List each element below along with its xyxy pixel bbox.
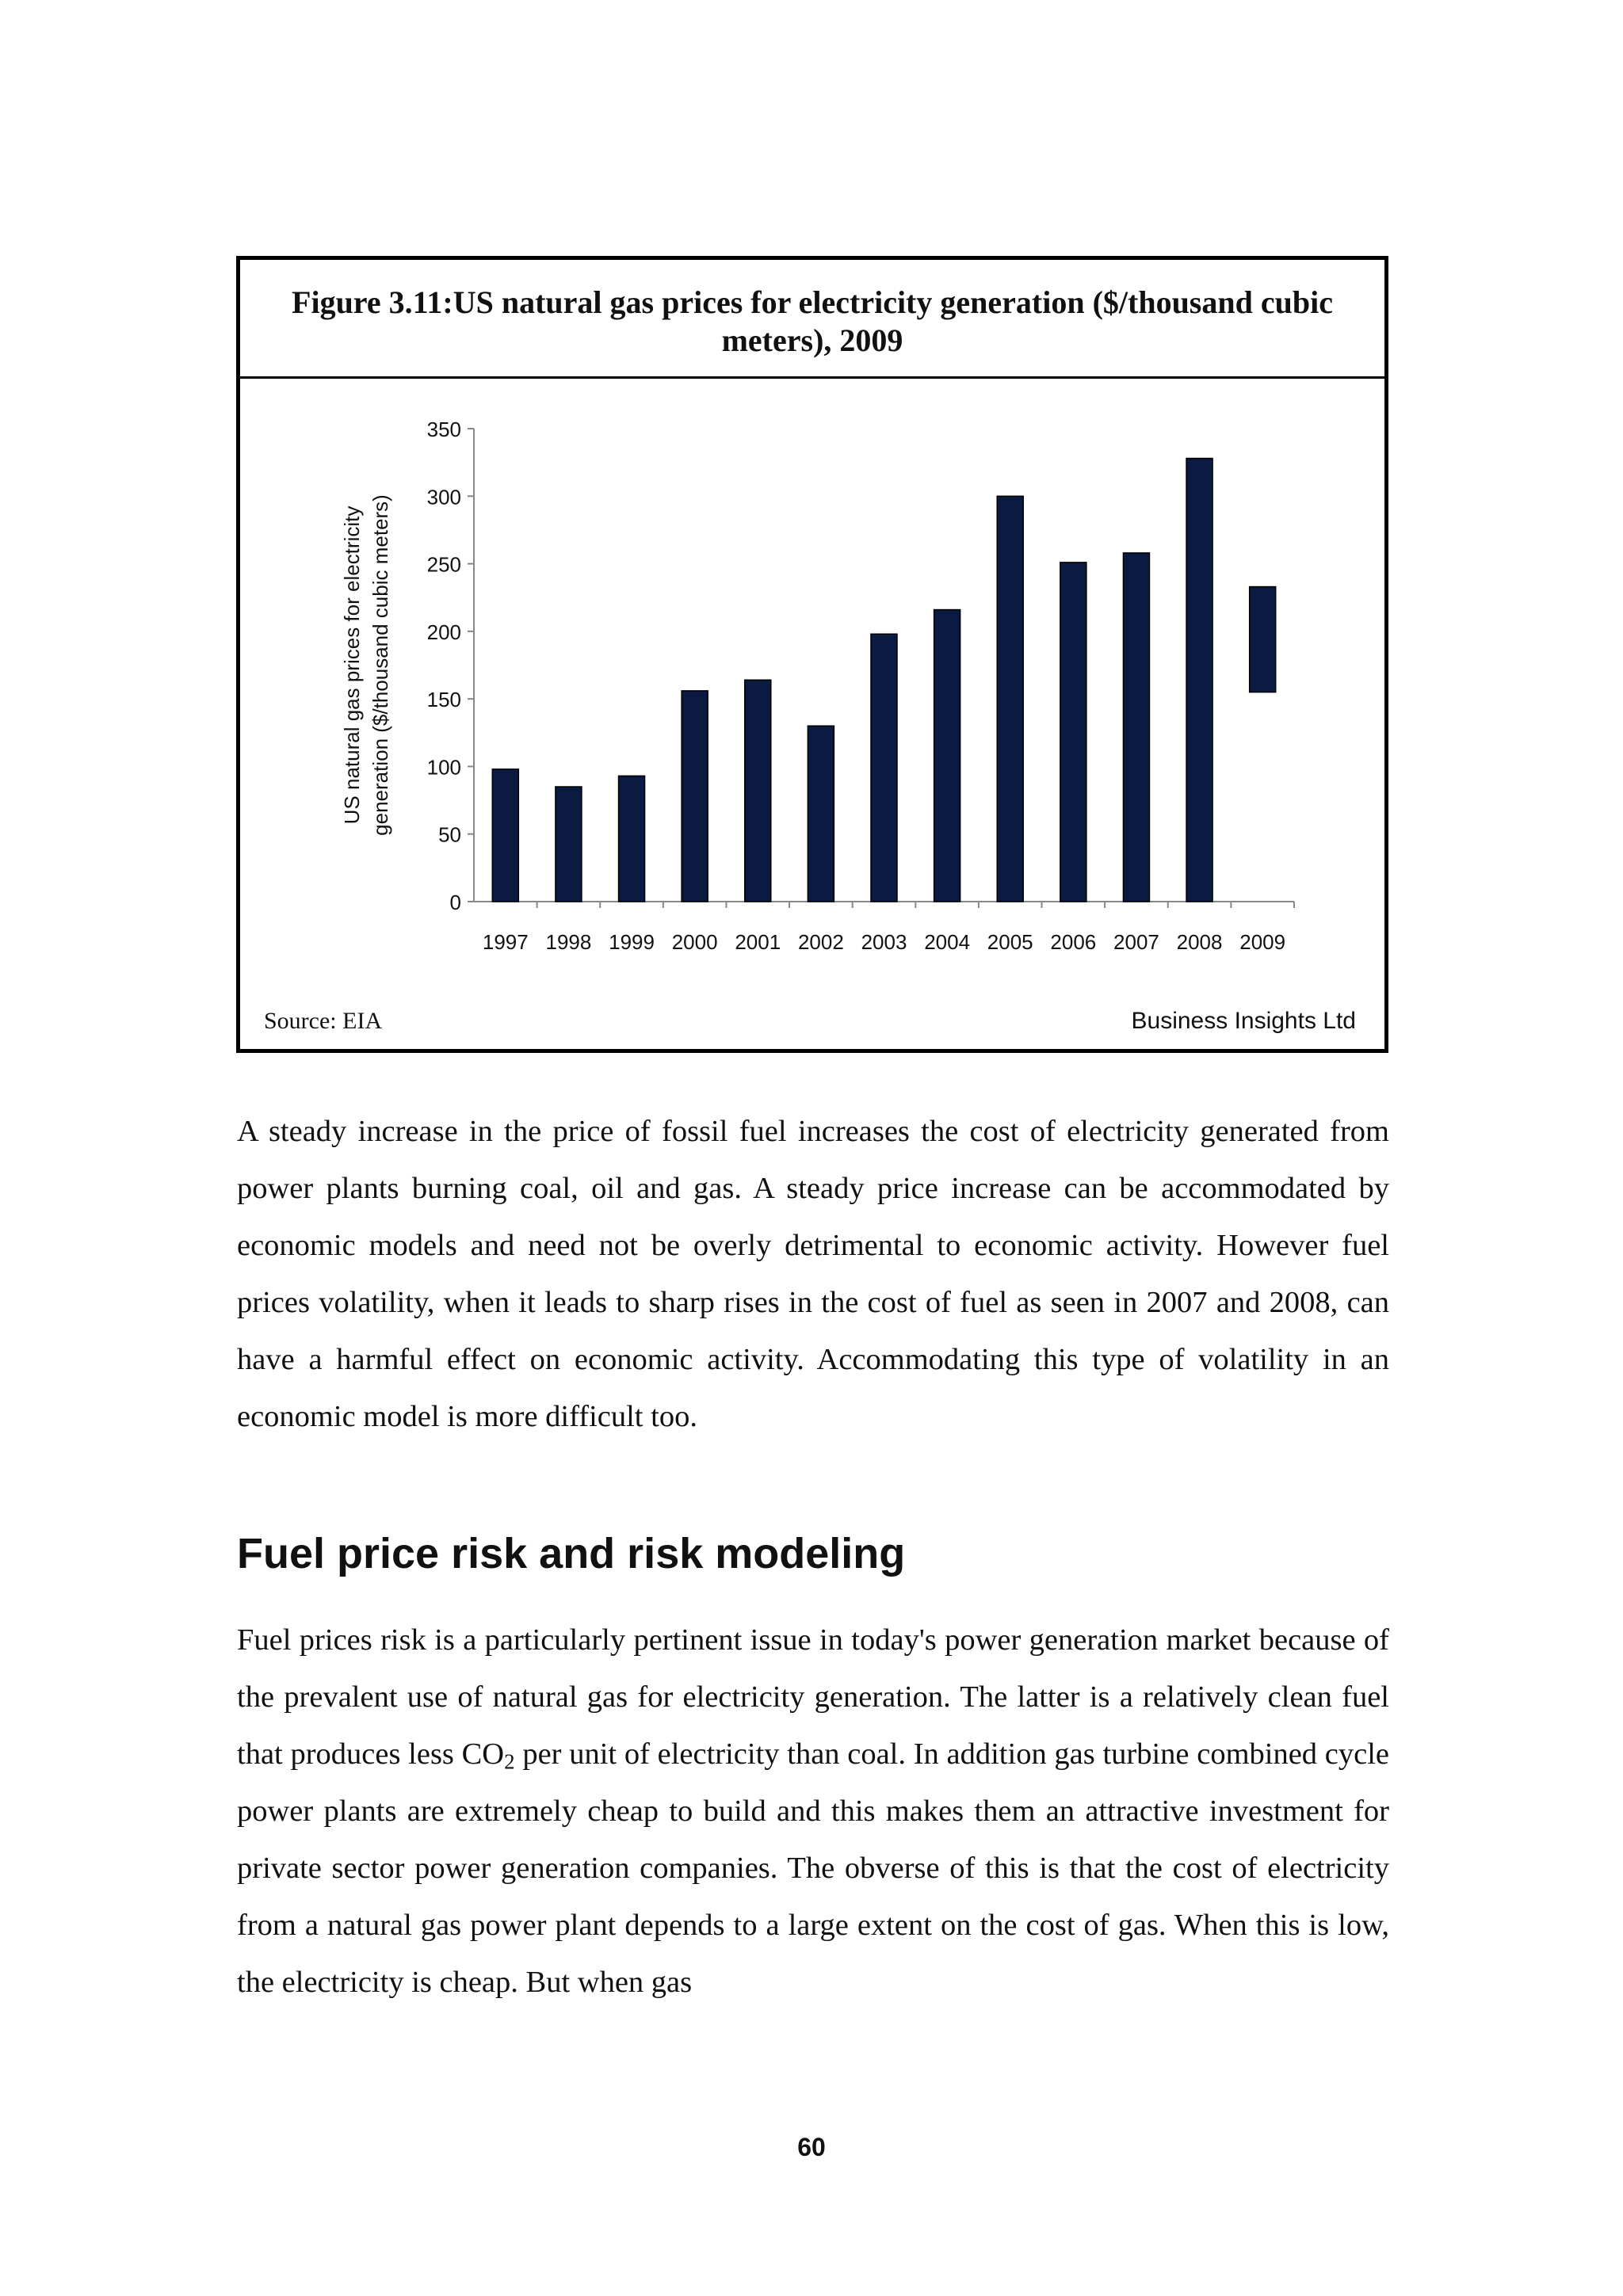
bar-2002 — [808, 726, 834, 902]
y-tick-label: 100 — [426, 755, 461, 780]
x-tick-label: 2003 — [861, 930, 907, 954]
bar-2009 — [1250, 587, 1276, 692]
x-tick-label: 2006 — [1050, 930, 1097, 954]
bar-1997 — [492, 769, 518, 902]
x-tick-label: 1998 — [545, 930, 592, 954]
x-tick-label: 2005 — [987, 930, 1033, 954]
y-tick-label: 250 — [426, 552, 461, 577]
x-tick-label: 1997 — [482, 930, 529, 954]
section-heading: Fuel price risk and risk modeling — [237, 1530, 906, 1577]
bar-2008 — [1186, 459, 1212, 902]
y-tick-label: 150 — [426, 688, 461, 712]
y-tick-label: 350 — [426, 418, 461, 441]
figure-title-line-1: Figure 3.11:US natural gas prices for electricity generation ($/thousand cubic — [292, 284, 1333, 320]
x-tick-label: 2007 — [1113, 930, 1159, 954]
body-paragraph-1: A steady increase in the price of fossil fuel increases the cost of electricity generated from power plants burning coal, oil and gas. A steady price increase can be accommodated by economic models and need not be overly detrimental to economic activity. However fuel prices volatility, when it leads to sharp rises in the cost of fuel as seen in 2007 and 2008, can have a harmful effect on economic activity. Accommodating this type of volatility in an economic model is more difficult too. — [237, 1115, 1389, 1433]
bar-2003 — [871, 634, 897, 902]
y-tick-label: 200 — [426, 620, 461, 644]
y-tick-label: 0 — [449, 891, 461, 914]
y-tick-label: 50 — [438, 822, 461, 847]
figure-box — [236, 256, 1388, 1053]
bar-1998 — [556, 787, 582, 902]
co2-subscript: 2 — [504, 1749, 515, 1774]
figure-source: Source: EIA — [264, 1008, 383, 1034]
y-axis-label-line-1: US natural gas prices for electricity — [340, 505, 364, 825]
bar-2000 — [682, 691, 708, 902]
y-axis-label-line-2: generation ($/thousand cubic meters) — [369, 494, 392, 836]
x-tick-label: 2002 — [797, 930, 844, 954]
bar-2007 — [1123, 553, 1149, 902]
bar-1999 — [619, 776, 645, 902]
bar-2001 — [745, 680, 771, 902]
x-tick-label: 2008 — [1176, 930, 1223, 954]
page-number: 60 — [797, 2133, 826, 2161]
x-tick-label: 2000 — [671, 930, 718, 954]
figure-title-line-2: meters), 2009 — [721, 322, 903, 358]
bar-2005 — [997, 496, 1023, 902]
paragraph-2-text-b: per unit of electricity than coal. In addition gas turbine combined cycle power plants are extremely cheap to build and this makes them an attractive investment for private sector power generation companies. The obverse of this is that the cost of electricity from a natural gas power plant depends to a large extent on the cost of gas. When this is low, the electricity is cheap. But when gas — [237, 1737, 1389, 1999]
x-tick-label: 2001 — [735, 930, 781, 954]
bar-2004 — [934, 610, 960, 902]
x-tick-label: 2004 — [924, 930, 971, 954]
figure-publisher: Business Insights Ltd — [1131, 1008, 1356, 1034]
x-tick-label: 2009 — [1239, 930, 1286, 954]
paragraph-2-text-a: Fuel prices risk is a particularly pertinent issue in today's power generation market because of the prevalent use of natural gas for electricity generation. The latter is a relatively clean fuel that produces less CO — [237, 1623, 1389, 1771]
y-tick-label: 300 — [426, 485, 461, 509]
body-paragraph-2 — [237, 1611, 1389, 2011]
x-tick-label: 1999 — [609, 930, 655, 954]
bar-chart — [240, 260, 1384, 1049]
bar-2006 — [1060, 563, 1086, 902]
